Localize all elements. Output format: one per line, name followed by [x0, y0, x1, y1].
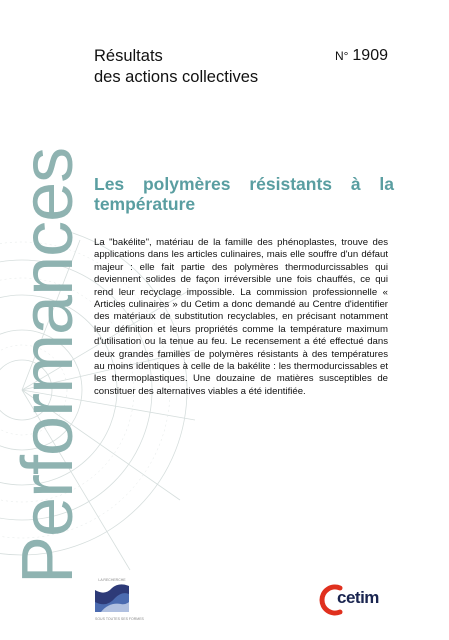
issue-number [335, 47, 388, 65]
series-title-line2: des actions collectives [94, 68, 259, 86]
research-logo-caption-top: LA RECHERCHE [98, 578, 126, 582]
series-title [94, 46, 258, 88]
research-logo [95, 578, 144, 622]
research-logo-icon [95, 582, 129, 612]
issue-value: 1909 [352, 47, 388, 64]
cetim-logo-text: cetim [337, 588, 379, 607]
document-title: Les polymères résistants à la température [94, 174, 394, 214]
vertical-brand-word: Performances [8, 147, 88, 584]
cetim-logo [318, 582, 390, 618]
series-title-line1: Résultats [94, 47, 163, 65]
research-logo-caption-bottom: SOUS TOUTES SES FORMES [95, 617, 144, 621]
document-body: La "bakélite", matériau de la famille des phénoplastes, trouve des applications dans les articles culinaires, mais elle souffre d'un défaut majeur : elle fait partie des polymères thermodurcissables qui deviennent solides de façon irréversible une fois chauffés, ce qui rend leur recyclage impossible. La commission professionnelle « Articles culinaires » du Cetim a donc demandé au Centre d'identifier des matériaux de substitution recyclables, en précisant notamment leur définition et leurs propriétés comme la température maximum d'utilisation ou la tenue au feu. Le recensement a été effectué dans deux grandes familles de polymères résistants à des températures au moins identiques à celle de la bakélite : les thermodurcissables et les thermoplastiques. Une douzaine de matières susceptibles de constituer des alternatives viables a été identifiée. [94, 237, 388, 397]
issue-prefix: N° [334, 49, 349, 63]
